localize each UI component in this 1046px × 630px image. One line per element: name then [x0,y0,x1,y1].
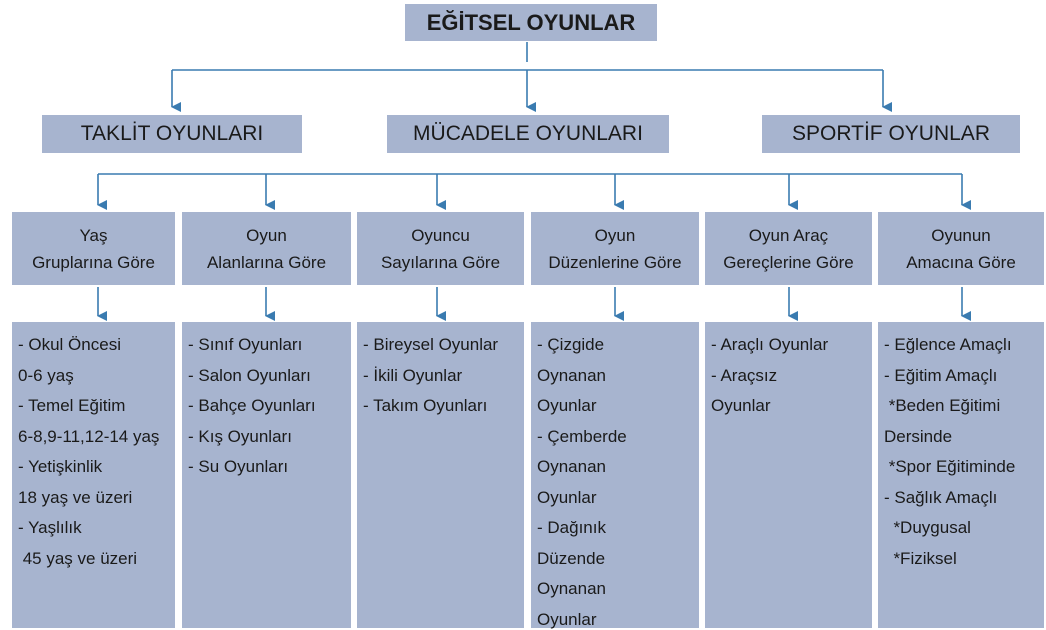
list-item: - Bireysel Oyunlar [363,335,499,354]
list-item: Oynanan [537,579,606,598]
category-mucadele: MÜCADELE OYUNLARI [387,115,669,153]
list-item: - Kış Oyunları [188,426,292,446]
list-item: - Eğlence Amaçlı [884,335,1012,354]
criteria-box-5 [705,212,872,285]
list-item: - Araçsız [711,365,778,385]
criteria-label: Oyuncu Sayılarına Göre [380,225,501,272]
list-item: - Okul Öncesi [18,335,121,354]
list-item: 6-8,9-11,12-14 yaş [18,426,160,446]
list-item: Oynanan [537,457,606,476]
list-item: - Dağınık [537,518,606,537]
list-item: - Eğitim Amaçlı [884,365,998,385]
list-item: - Araçlı Oyunlar [711,335,829,354]
list-item: - Takım Oyunları [363,396,488,415]
list-item: Düzende [537,548,606,568]
list-box-6 [878,322,1044,628]
list-item: Oyunlar [537,609,597,629]
list-item: - Sınıf Oyunları [188,335,303,354]
list-box-2 [182,322,351,628]
list-item: Oyunlar [711,396,771,415]
criteria-box-2 [182,212,351,285]
list-item: - Yaşlılık [18,518,82,537]
category-sportif: SPORTİF OYUNLAR [762,115,1020,153]
list-item: 18 yaş ve üzeri [18,487,133,507]
criteria-label: Yaş Gruplarına Göre [32,225,155,272]
list-item: - Yetişkinlik [18,457,103,476]
list-item: Oyunlar [537,487,597,507]
criteria-box-3 [357,212,524,285]
list-item: - Temel Eğitim [18,396,126,415]
list-item: - Çemberde [537,426,627,446]
criteria-label: Oyun Düzenlerine Göre [548,225,682,272]
criteria-box-4 [531,212,699,285]
criteria-box-1 [12,212,175,285]
list-box-5 [705,322,872,628]
list-item: *Spor Eğitiminde [884,457,1016,476]
list-item: - Bahçe Oyunları [188,396,316,415]
list-box-1 [12,322,175,628]
category-taklit: TAKLİT OYUNLARI [42,115,302,153]
diagram-title: EĞİTSEL OYUNLAR [405,4,657,41]
list-item: *Beden Eğitimi [884,396,1001,415]
criteria-label: Oyun Alanlarına Göre [206,225,327,272]
list-item: 45 yaş ve üzeri [18,548,138,568]
list-item: - Salon Oyunları [188,365,311,385]
list-item: *Fiziksel [884,548,957,568]
list-item: Oyunlar [537,396,597,415]
list-item: 0-6 yaş [18,365,74,385]
list-item: *Duygusal [884,518,971,537]
list-item: - Çizgide [537,335,605,354]
list-item: Dersinde [884,426,953,446]
list-item: - Sağlık Amaçlı [884,487,998,507]
criteria-label: Oyun Araç Gereçlerine Göre [723,225,854,272]
list-box-4 [531,322,699,628]
list-item: Oynanan [537,365,606,385]
list-item: - Su Oyunları [188,457,289,476]
criteria-box-6 [878,212,1044,285]
list-item: - İkili Oyunlar [363,365,463,385]
criteria-label: Oyunun Amacına Göre [906,225,1016,272]
list-box-3 [357,322,524,628]
